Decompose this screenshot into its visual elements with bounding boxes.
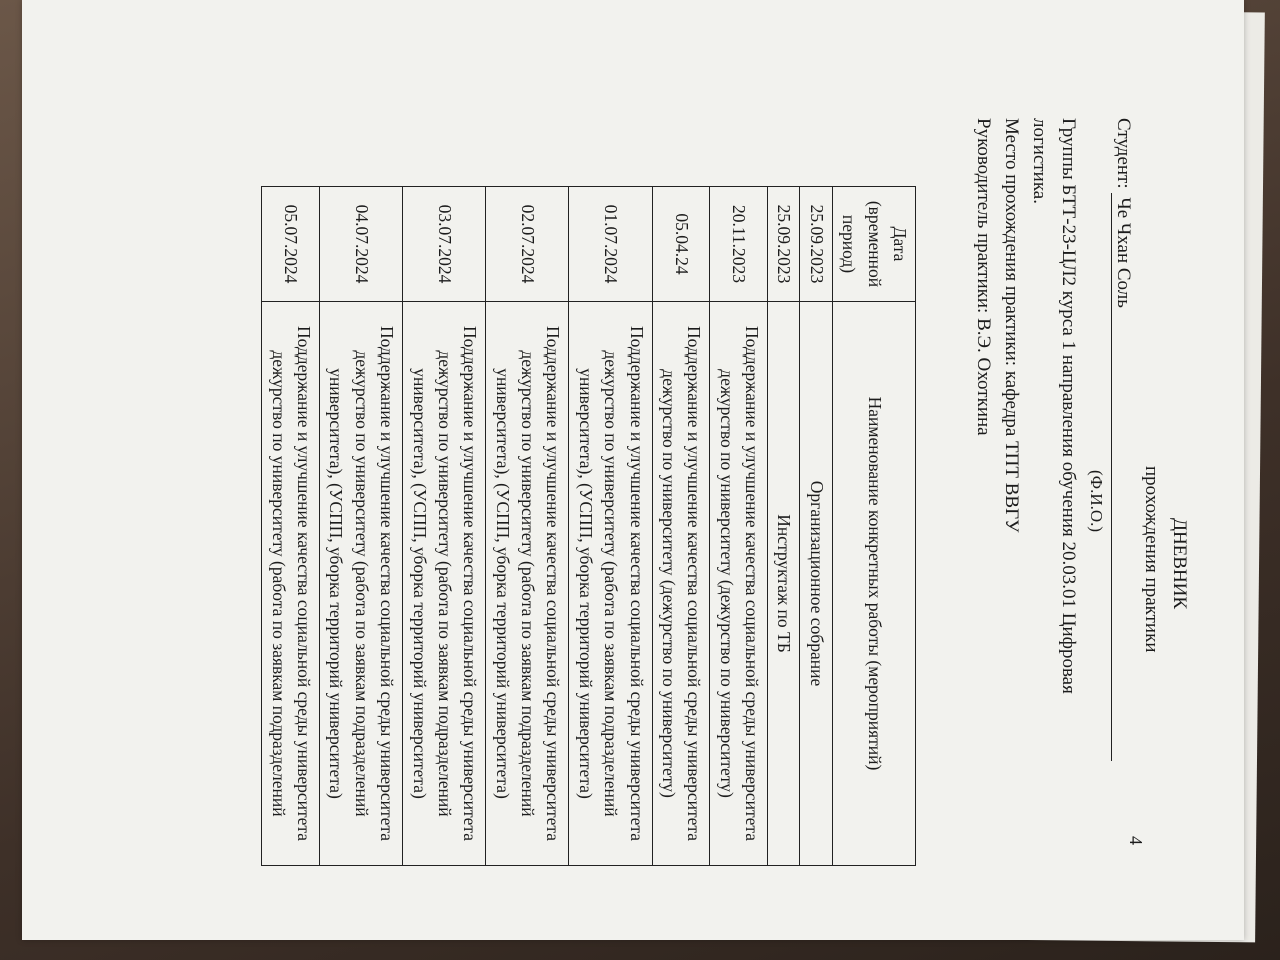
table-row [768, 187, 800, 866]
table-row [320, 187, 403, 866]
practice-diary-table [190, 186, 916, 866]
row-date: 03.07.2024 [403, 187, 486, 302]
row-work: Организационное собрание [800, 302, 832, 866]
header-work: Наименование конкретных работы (мероприятий) [832, 302, 915, 866]
row-date: 01.07.2024 [569, 187, 652, 302]
row-work: Поддержание и улучшение качества социальной среды университета дежурство по университету (дежурство по университету) [652, 302, 710, 866]
supervisor-line: Руководитель практики: В.Э. Охоткина [973, 118, 994, 436]
document-subtitle: прохождения практики [1141, 466, 1162, 653]
fio-hint: (Ф.И.О.) [1087, 470, 1106, 533]
table-row [710, 187, 768, 866]
document-content [22, 0, 1244, 940]
row-date: 04.07.2024 [320, 187, 403, 302]
table-row [486, 187, 569, 866]
row-work: Поддержание и улучшение качества социальной среды университета дежурство по университету (дежурство по университету) [710, 302, 768, 866]
document-title: ДНЕВНИК [1169, 518, 1190, 610]
group-line: Группы БТТ-23-ЦЛ2 курса 1 направления обучения 20.03.01 Цифровая [1058, 118, 1079, 694]
student-label: Студент: [1113, 118, 1134, 189]
table-row [569, 187, 652, 866]
place-line: Место прохождения практики: кафедра ТПТ ВВГУ [1001, 118, 1022, 533]
header-date: Дата (временной период) [832, 187, 915, 302]
row-work: Инструктаж по ТБ [768, 302, 800, 866]
row-date: 25.09.2023 [768, 187, 800, 302]
table-row [403, 187, 486, 866]
table-row [800, 187, 832, 866]
table-header-row [832, 187, 915, 866]
row-work: Поддержание и улучшение качества социальной среды университета дежурство по университету (работа по заявкам подразделений университета), (УСПП, уборка территорий университета) [403, 302, 486, 866]
row-work: Поддержание и улучшение качества социальной среды университета дежурство по университету (работа по заявкам подразделений университета), (УСПП, уборка территорий университета) [320, 302, 403, 866]
row-date: 20.11.2023 [710, 187, 768, 302]
page-number: 4 [1126, 836, 1146, 845]
row-work: Поддержание и улучшение качества социальной среды университета дежурство по университету (работа по заявкам подразделений университета), (УСПП, уборка территорий университета) [486, 302, 569, 866]
row-date: 25.09.2023 [800, 187, 832, 302]
group-line-cont: логистика. [1029, 118, 1050, 204]
row-date: 05.07.2024 [262, 187, 320, 302]
row-work: Поддержание и улучшение качества социальной среды университета дежурство по университету (работа по заявкам подразделений [262, 302, 320, 866]
row-date: 05.04.24 [652, 187, 710, 302]
diary-table [261, 186, 916, 866]
student-line [1111, 118, 1134, 761]
row-date: 02.07.2024 [486, 187, 569, 302]
student-name: Че Чхан Соль [1111, 193, 1134, 761]
table-row [652, 187, 710, 866]
row-work: Поддержание и улучшение качества социальной среды университета дежурство по университету (работа по заявкам подразделений университета), (УСПП, уборка территорий университета) [569, 302, 652, 866]
table-row [262, 187, 320, 866]
document-page [22, 0, 1244, 940]
